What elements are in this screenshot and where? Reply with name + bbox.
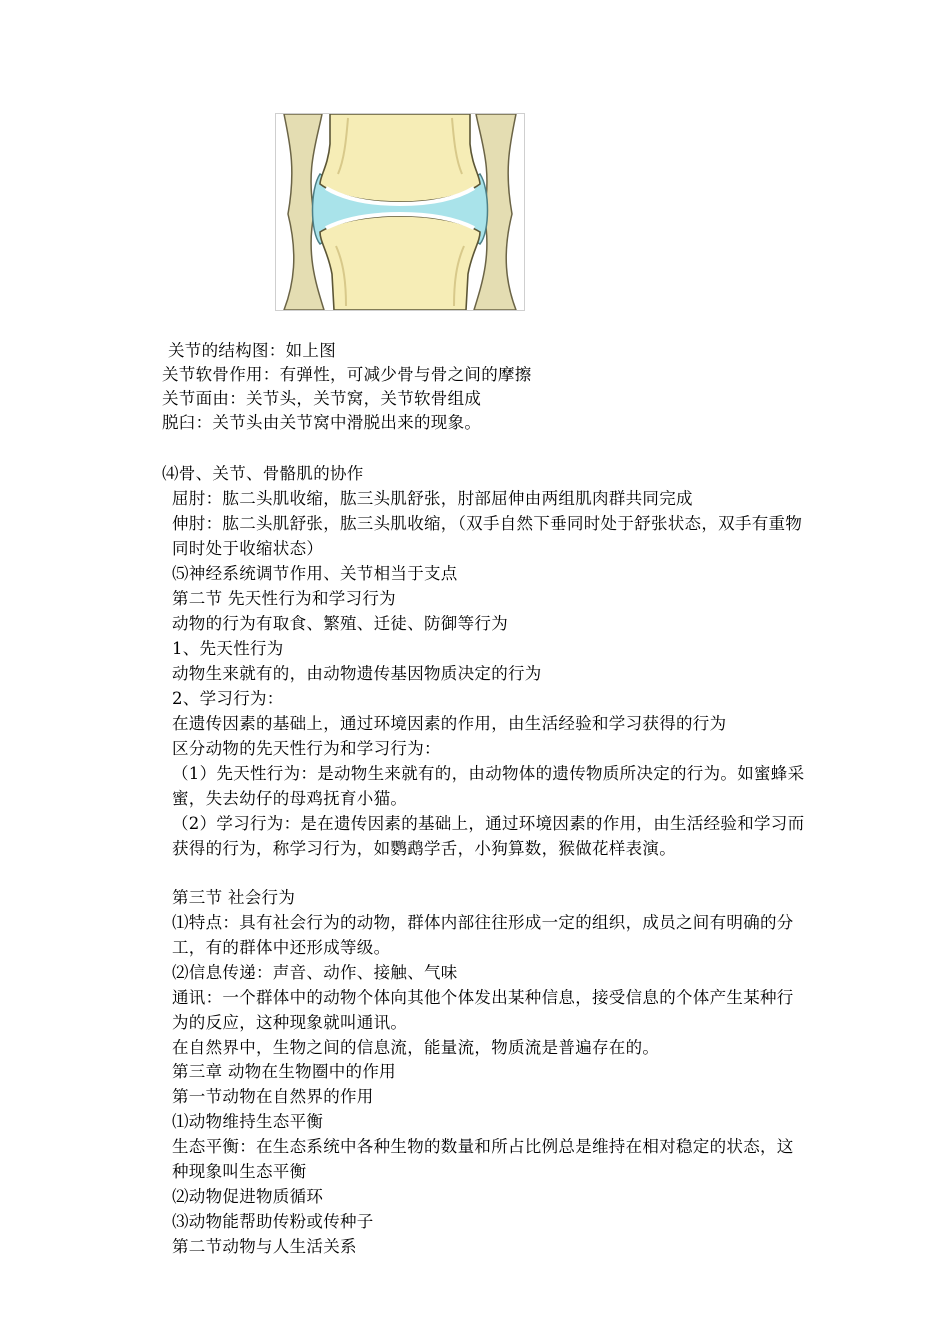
text-line: 动物的行为有取食、繁殖、迁徒、防御等行为 (172, 614, 508, 633)
text-line: 关节面由：关节头，关节窝，关节软骨组成 (162, 389, 482, 408)
text-line: 屈肘：肱二头肌收缩，肱三头肌舒张，肘部屈伸由两组肌肉群共同完成 (172, 489, 693, 508)
section-heading: 第二节动物与人生活关系 (172, 1237, 357, 1256)
text-line: ⑷骨、关节、骨骼肌的协作 (162, 464, 364, 483)
text-line: （2）学习行为：是在遗传因素的基础上，通过环境因素的作用，由生活经验和学习而 (172, 814, 805, 833)
text-line: 蜜，失去幼仔的母鸡抚育小猫。 (172, 789, 408, 808)
text-line: 在遗传因素的基础上，通过环境因素的作用，由生活经验和学习获得的行为 (172, 714, 727, 733)
text-line: 在自然界中，生物之间的信息流，能量流，物质流是普遍存在的。 (172, 1038, 660, 1057)
text-line: 为的反应，这种现象就叫通讯。 (172, 1013, 408, 1032)
text-line: 关节的结构图：如上图 (168, 341, 336, 360)
joint-structure-figure (275, 113, 525, 311)
text-line: 工，有的群体中还形成等级。 (172, 938, 391, 957)
text-line: 伸肘：肱二头肌舒张，肱三头肌收缩，（双手自然下垂同时处于舒张状态，双手有重物 (172, 514, 803, 533)
text-line: ⑵信息传递：声音、动作、接触、气味 (172, 963, 458, 982)
text-line: 关节软骨作用：有弹性，可减少骨与骨之间的摩擦 (162, 365, 532, 384)
text-line: ⑴动物维持生态平衡 (172, 1112, 324, 1131)
text-line: 种现象叫生态平衡 (172, 1162, 307, 1181)
section-heading: 第二节 先天性行为和学习行为 (172, 589, 396, 608)
text-line: 脱臼：关节头由关节窝中滑脱出来的现象。 (162, 413, 482, 432)
text-line: ⑸神经系统调节作用、关节相当于支点 (172, 564, 458, 583)
text-line: 动物生来就有的，由动物遗传基因物质决定的行为 (172, 664, 542, 683)
joint-illustration (276, 114, 524, 310)
chapter-heading: 第三章 动物在生物圈中的作用 (172, 1062, 396, 1081)
text-line: 区分动物的先天性行为和学习行为： (172, 739, 441, 758)
text-line: ⑴特点：具有社会行为的动物，群体内部往往形成一定的组织，成员之间有明确的分 (172, 913, 794, 932)
text-line: ⑶动物能帮助传粉或传种子 (172, 1212, 374, 1231)
text-line: 同时处于收缩状态） (172, 539, 324, 558)
section-heading: 第三节 社会行为 (172, 888, 296, 907)
upper-bone (320, 114, 480, 202)
text-line: 通讯：一个群体中的动物个体向其他个体发出某种信息，接受信息的个体产生某种行 (172, 988, 794, 1007)
lower-bone (320, 216, 480, 310)
text-line: ⑵动物促进物质循环 (172, 1187, 324, 1206)
text-line: 获得的行为，称学习行为，如鹦鹉学舌，小狗算数，猴做花样表演。 (172, 839, 676, 858)
text-line: 2、学习行为： (172, 689, 284, 708)
section-heading: 第一节动物在自然界的作用 (172, 1087, 374, 1106)
text-line: 1、先天性行为 (172, 639, 284, 658)
text-line: （1）先天性行为：是动物生来就有的，由动物体的遗传物质所决定的行为。如蜜蜂采 (172, 764, 805, 783)
text-line: 生态平衡：在生态系统中各种生物的数量和所占比例总是维持在相对稳定的状态，这 (172, 1137, 794, 1156)
